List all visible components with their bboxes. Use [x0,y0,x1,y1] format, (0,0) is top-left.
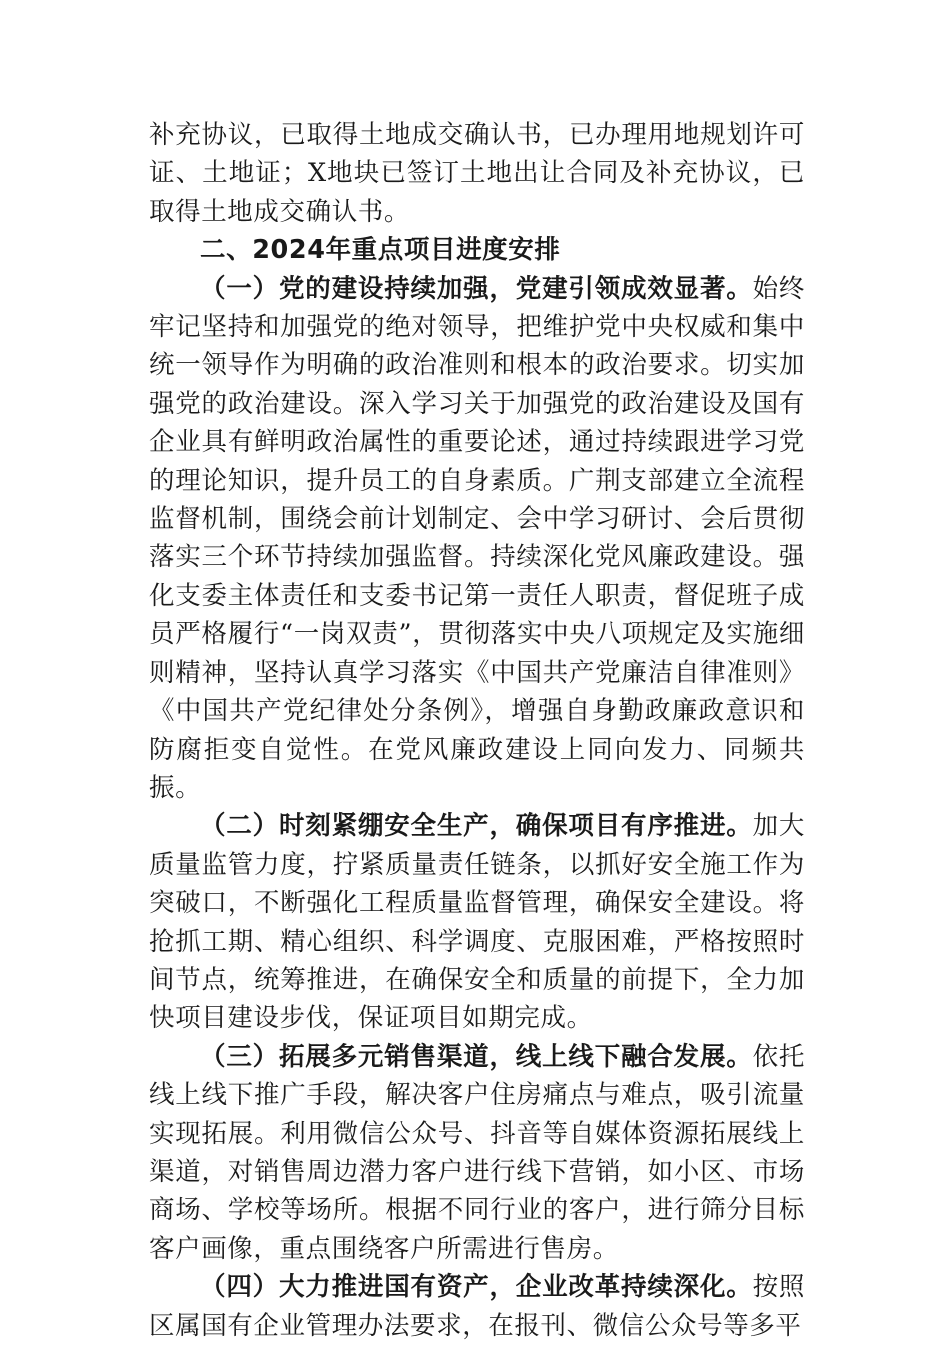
section-heading: 二、2024年重点项目进度安排 [200,235,561,266]
section-lead-2: （二）时刻紧绷安全生产，确保项目有序推进。 [200,811,753,842]
section-body-3: 依托线上线下推广手段，解决客户住房痛点与难点，吸引流量实现拓展。利用微信公众号、抖音等自媒体资源拓展线上渠道，对销售周边潜力客户进行线下营销，如小区、市场商场、学校等场所。根据不同行业的客户，进行筛分目标客户画像，重点围绕客户所需进行售房。 [149,1041,805,1264]
section-paragraph-3 [149,1038,805,1268]
section-lead-4: （四）大力推进国有资产，企业改革持续深化。 [200,1272,753,1303]
section-body-2: 加大质量监管力度，拧紧质量责任链条，以抓好安全施工作为突破口，不断强化工程质量监督管理，确保安全建设。将抢抓工期、精心组织、科学调度、克服困难，严格按照时间节点，统筹推进，在确保安全和质量的前提下，全力加快项目建设步伐，保证项目如期完成。 [149,811,805,1034]
document-page [149,116,805,1345]
section-lead-1: （一）党的建设持续加强，党建引领成效显著。 [200,273,753,304]
section-body-4: 按照区属国有企业管理办法要求，在报刊、微信公众号等多平 [149,1272,805,1341]
section-paragraph-4 [149,1268,805,1345]
section-paragraph-1 [149,270,805,808]
section-paragraph-2 [149,807,805,1037]
section-body-1: 始终牢记坚持和加强党的绝对领导，把维护党中央权威和集中统一领导作为明确的政治准则和根本的政治要求。切实加强党的政治建设。深入学习关于加强党的政治建设及国有企业具有鲜明政治属性的重要论述，通过持续跟进学习党的理论知识，提升员工的自身素质。广荆支部建立全流程监督机制，围绕会前计划制定、会中学习研讨、会后贯彻落实三个环节持续加强监督。持续深化党风廉政建设。强化支委主体责任和支委书记第一责任人职责，督促班子成员严格履行“一岗双责”，贯彻落实中央八项规定及实施细则精神，坚持认真学习落实《中国共产党廉洁自律准则》《中国共产党纪律处分条例》，增强自身勤政廉政意识和防腐拒变自觉性。在党风廉政建设上同向发力、同频共振。 [149,273,805,803]
intro-paragraph: 补充协议，已取得土地成交确认书，已办理用地规划许可证、土地证；X地块已签订土地出让合同及补充协议，已取得土地成交确认书。 [149,120,805,227]
section-lead-3: （三）拓展多元销售渠道，线上线下融合发展。 [200,1041,753,1072]
